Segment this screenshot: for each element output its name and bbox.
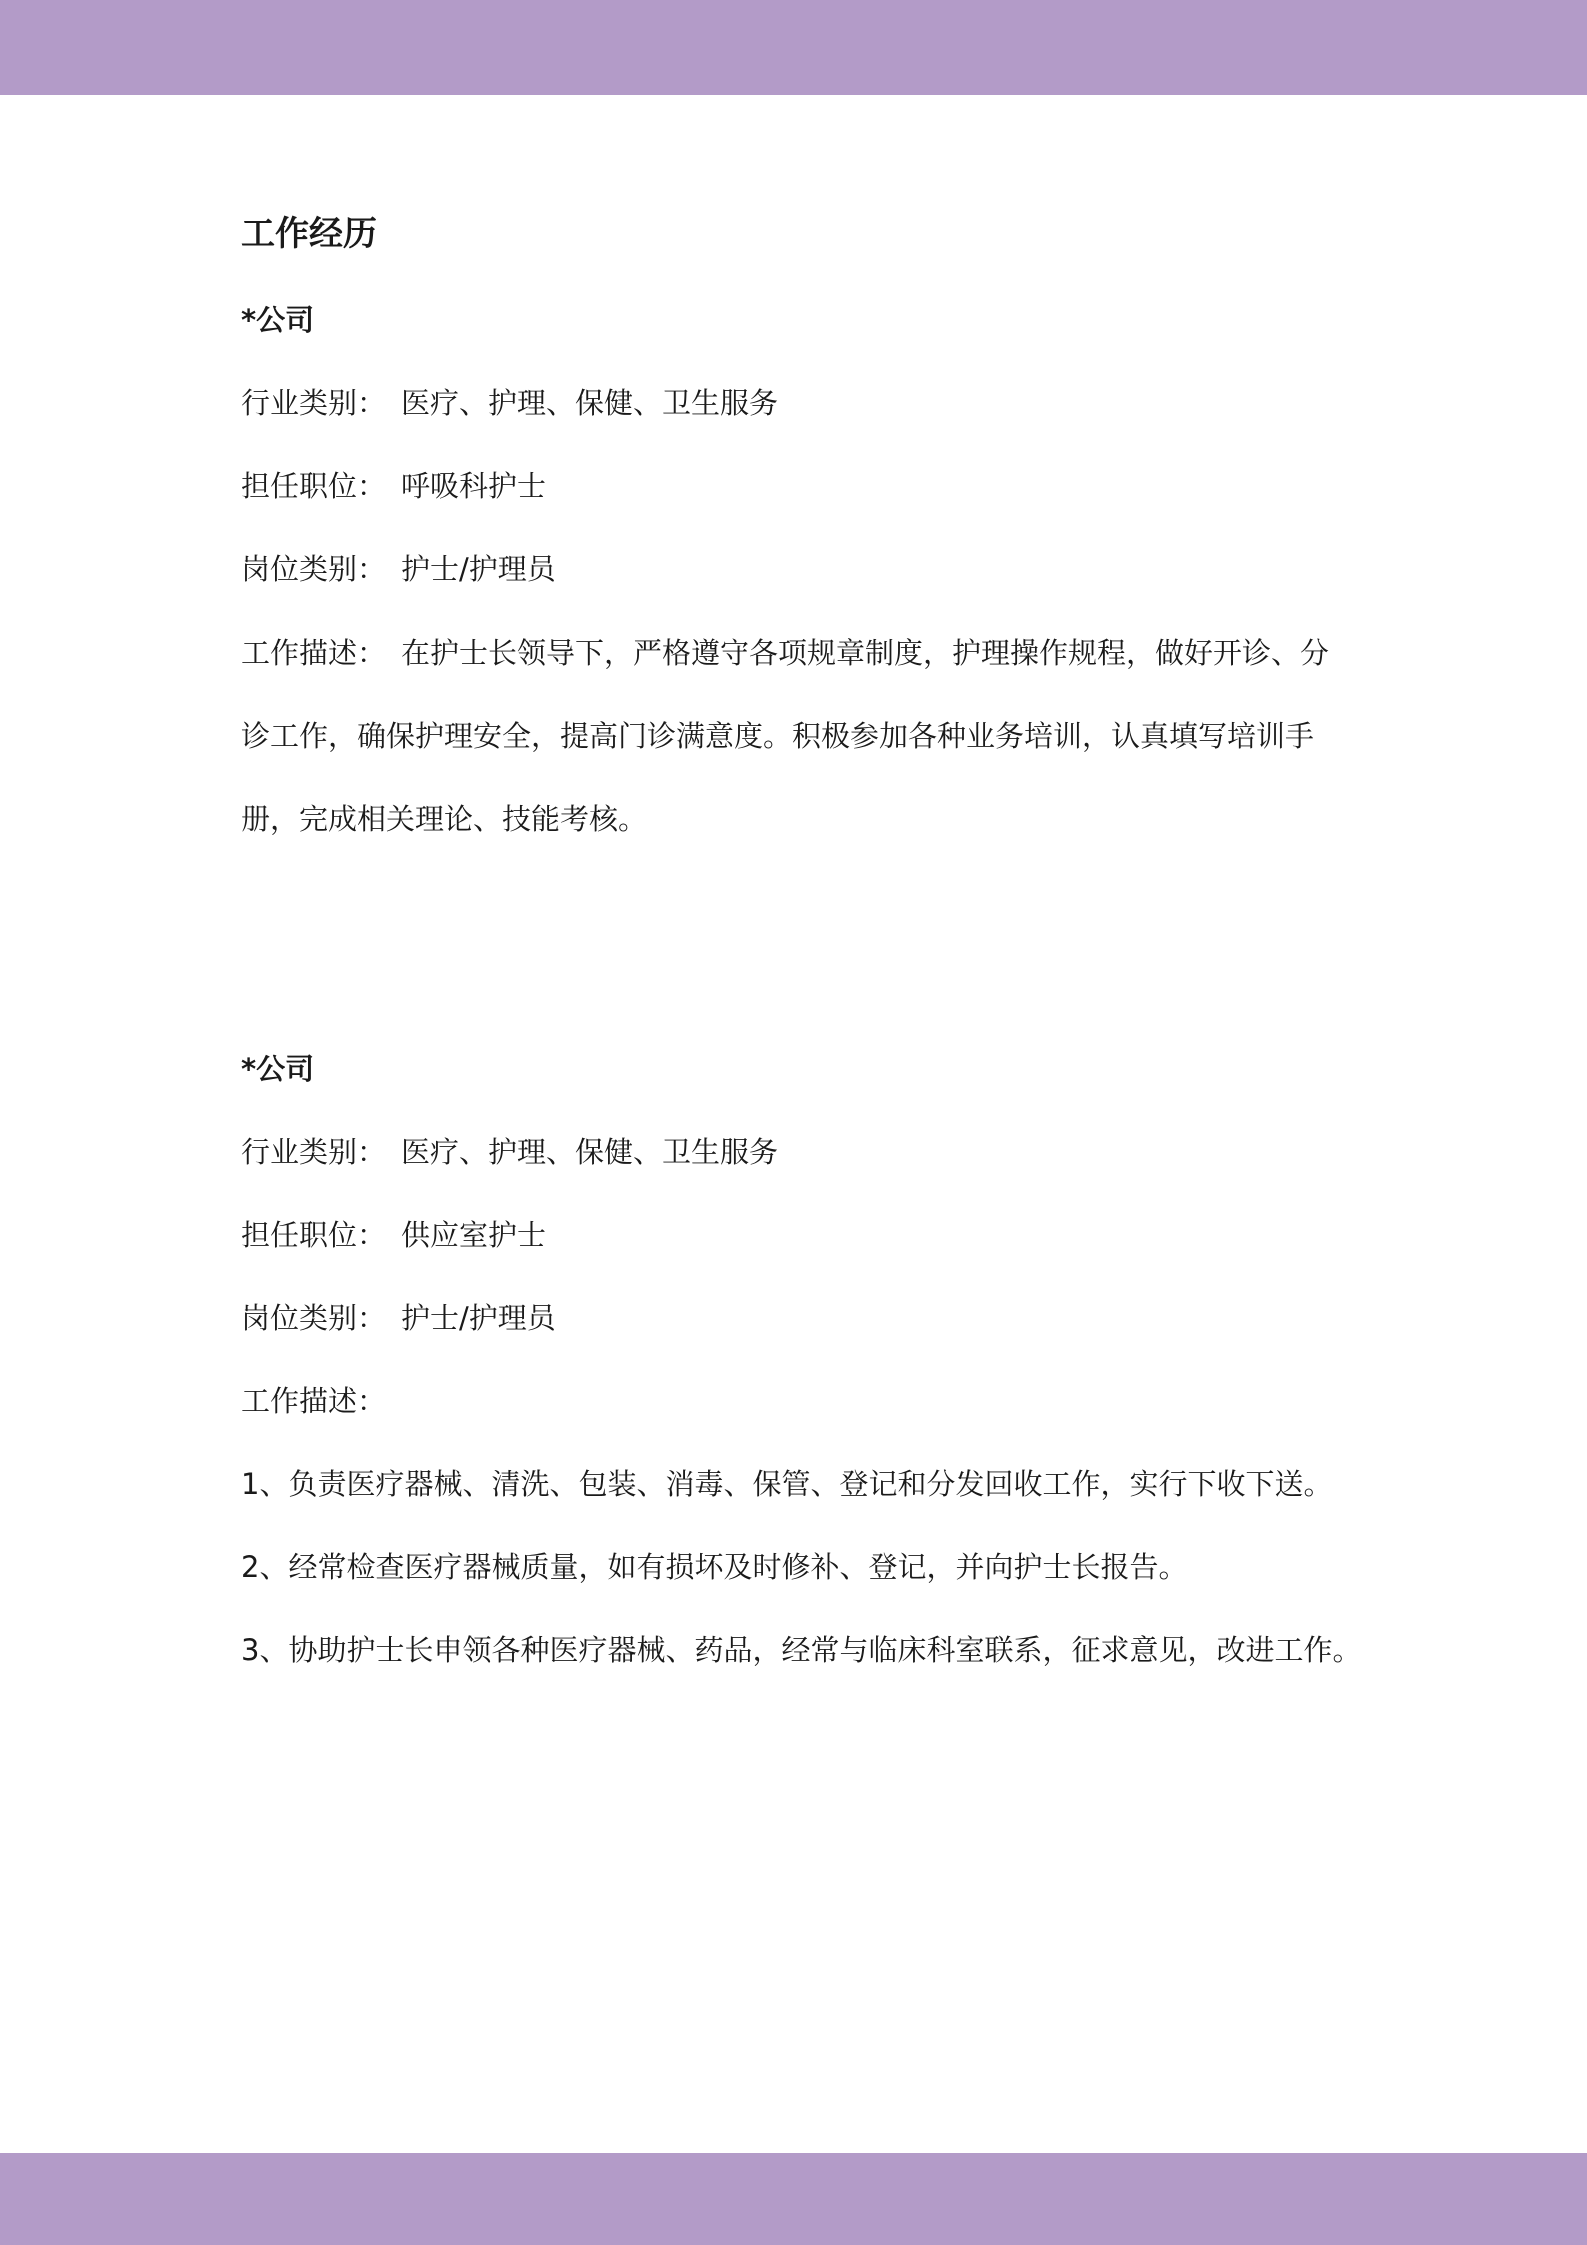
industry-label-2: 行业类别： [241,1135,387,1169]
section-title: 工作经历 [241,214,377,254]
position-row-2 [241,1215,546,1255]
description-label-2: 工作描述： [241,1384,387,1418]
position-value-2: 供应室护士 [401,1218,547,1252]
position-label-2: 担任职位： [241,1218,387,1252]
industry-value-1: 医疗、护理、保健、卫生服务 [401,386,779,420]
company-name-1: *公司 [241,303,315,337]
position-value-1: 呼吸科护士 [401,469,547,503]
bottom-decorative-band [0,2153,1587,2245]
industry-row-1 [241,383,778,423]
category-value-2: 护士/护理员 [401,1301,556,1335]
industry-value-2: 医疗、护理、保健、卫生服务 [401,1135,779,1169]
category-row-1 [241,549,556,589]
position-row-1 [241,466,546,506]
company-name-2: *公司 [241,1052,315,1086]
industry-label-1: 行业类别： [241,386,387,420]
top-decorative-band [0,0,1587,95]
industry-row-2 [241,1132,778,1172]
category-label-2: 岗位类别： [241,1301,387,1335]
description-text-1: 在护士长领导下，严格遵守各项规章制度，护理操作规程，做好开诊、分诊工作，确保护理安全，提高门诊满意度。积极参加各种业务培训，认真填写培训手册，完成相关理论、技能考核。 [241,636,1330,836]
category-label-1: 岗位类别： [241,552,387,586]
description-1 [241,612,1351,861]
position-label-1: 担任职位： [241,469,387,503]
description-item-2-3: 3、协助护士长申领各种医疗器械、药品，经常与临床科室联系，征求意见，改进工作。 [241,1633,1362,1667]
description-item-2-1: 1、负责医疗器械、清洗、包装、消毒、保管、登记和分发回收工作，实行下收下送。 [241,1467,1333,1501]
description-label-1: 工作描述： [241,636,387,670]
category-value-1: 护士/护理员 [401,552,556,586]
category-row-2 [241,1298,556,1338]
description-item-2-2: 2、经常检查医疗器械质量，如有损坏及时修补、登记，并向护士长报告。 [241,1550,1188,1584]
